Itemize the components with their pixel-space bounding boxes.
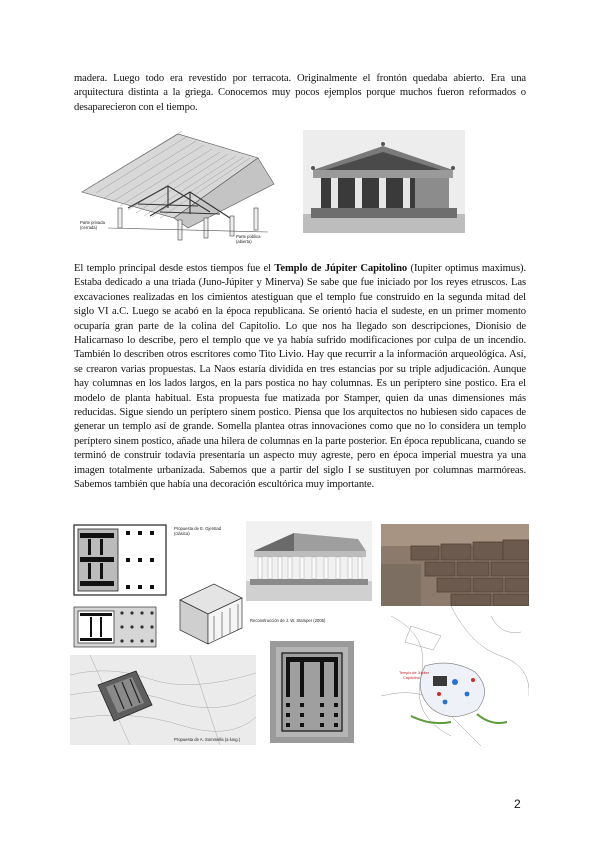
capitoline-hill-map: [381, 606, 529, 746]
sommella-site-plan: [70, 655, 256, 745]
paragraph-jupiter-temple: [74, 262, 526, 493]
three-cella-plan-svg: [270, 641, 354, 743]
three-cella-plan: [270, 641, 354, 743]
caption-private-part-sub: (cerrada): [80, 225, 97, 230]
masonry-remains-photo: [381, 524, 529, 606]
caption-stamper: Reconstrucción de J. W. Stamper (2005): [250, 618, 326, 623]
temple-name-bold: Templo de Júpiter Capitolino: [274, 263, 408, 274]
caption-private-part: Parte privada: [80, 220, 105, 225]
roof-structure-svg: [78, 128, 282, 246]
caption-public-part: Parte pública: [236, 234, 261, 239]
capitoline-map-svg: [381, 606, 529, 746]
caption-public-part-sub: (abierta): [236, 239, 252, 244]
temple-model-svg: [303, 130, 465, 233]
page-number: 2: [514, 797, 521, 811]
map-label-capitolino: Capitolino: [403, 676, 420, 680]
paragraph-intro: madera. Luego todo era revestido por terracota. Originalmente el frontón quedaba abierto. Era una arquitectura distinta a la griega. Conocemos muy pocos ejemplos porque muchos fueron reformados o desaparecieron con el tiempo.: [74, 73, 526, 113]
map-label-temple: Templo de Júpiter: [399, 671, 429, 675]
etruscan-temple-model-photo: [303, 130, 465, 233]
roof-structure-drawing: [78, 128, 282, 246]
paragraph-jupiter-body: (Iupiter optimus maximus). Estaba dedicado a una triada (Juno-Júpiter y Minerva) Se sabe que fue iniciado por los reyes etruscos. Las excavaciones realizadas en los cimientos atestiguan que el templo fue construido en la segunda mitad del siglo VI a.C. Luego se acabó en la época republicana. Se orientó hacia el sudeste, en un primer momento ocuparía gran parte de la colina del Capitolio. Lo que nos ha llegado son descripciones, Dionisio de Halicarnaso lo describe, pero el templo que ve ya había sufrido modificaciones por culpa de un incendio. También lo describen otros escritores como Tito Livio. Hay que recurrir a la información arqueológica. Así, se crearon varias propuestas. La Naos estaría dividida en tres estancias por su triple adjudicación. Aunque hay columnas en los lados largos, en la pars postica no hay columnas. Es un períptero sine postico. Era el modelo de planta habitual. Esta propuesta fue matizada por Stamper, quien da unas dimensiones más reducidas. Sigue siendo un períptero sinem postico. Piensa que los arquitectos no hubiesen sido capaces de generar un templo así de grande. Somella plantea otras innovaciones como que no lo considera un templo períptero sinem postico, añade una hilera de columnas en la parte posterior. En época republicana, cuando se terminó de construir todavía presentaría un aspecto muy agreste, pero en época imperial muestra ya una imagen totalmente urbanizada. Sabemos que a partir del siglo I se sustituyen por columnas marmóreas. Sabemos también que había una decoración escultórica muy importante.: [74, 263, 526, 491]
caption-sommella: Propuesta de A. Sommella (a lung.): [174, 737, 241, 742]
stamper-ground-plan: [70, 603, 160, 651]
stamper-plan-svg: [70, 603, 160, 651]
caption-gjerstad: Propuesta de E. Gjerstad: [174, 526, 222, 531]
masonry-remains-svg: [381, 524, 529, 606]
caption-gjerstad-sub: (clásica): [174, 531, 190, 536]
paragraph-jupiter-intro: El templo principal desde estos tiempos fue el: [74, 263, 275, 274]
sommella-plan-svg: [70, 655, 256, 745]
